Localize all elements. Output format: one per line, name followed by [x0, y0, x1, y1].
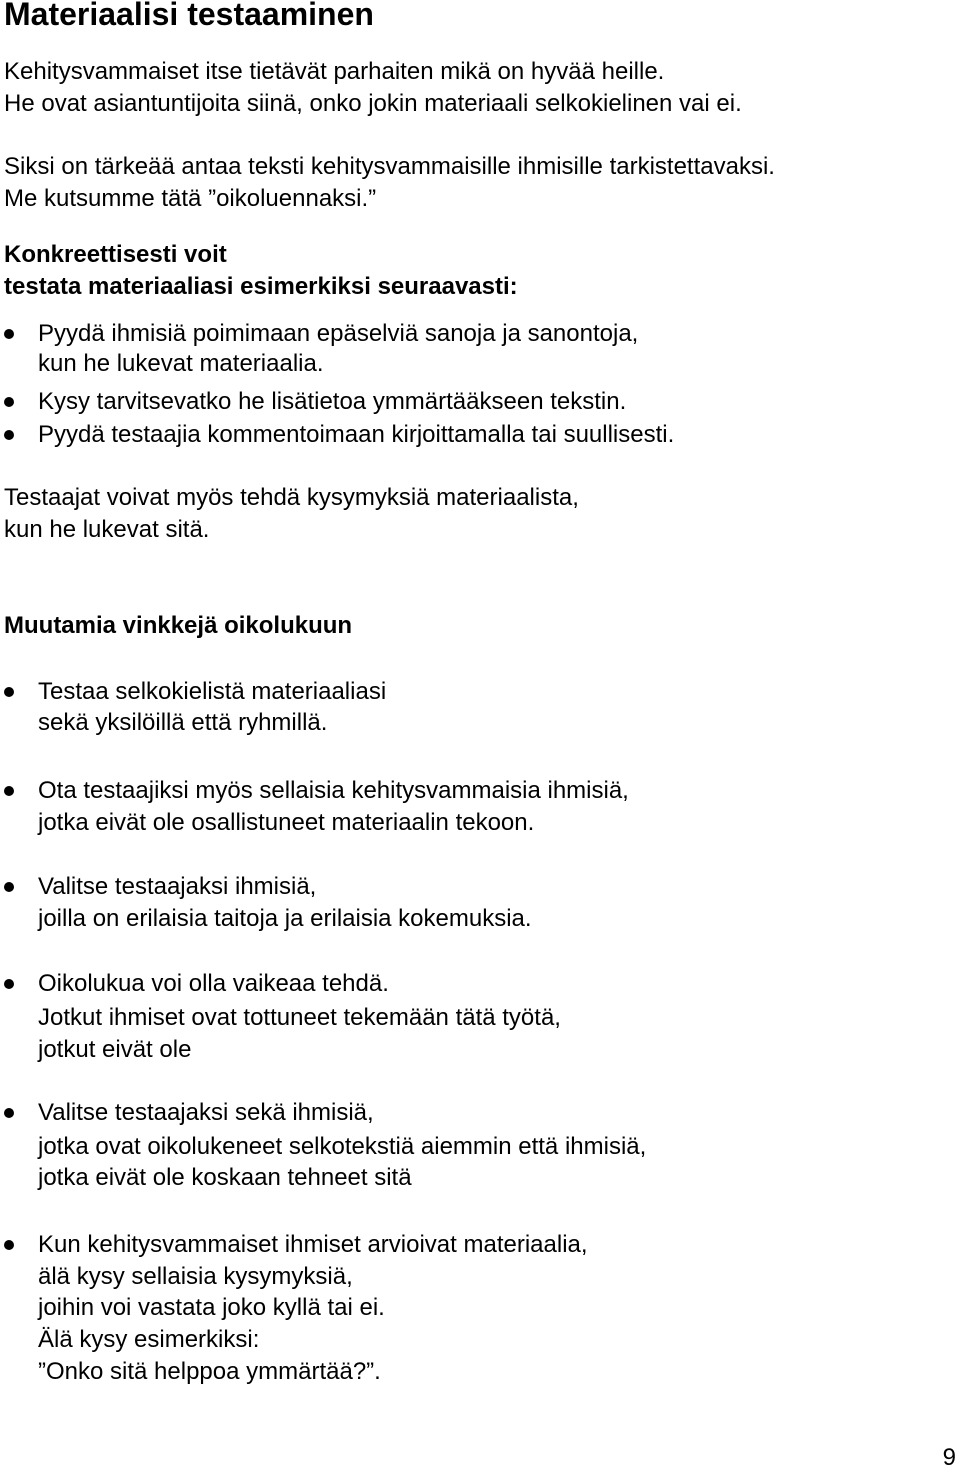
bullet-icon [4, 329, 14, 339]
tip-3-line-2: joilla on erilaisia taitoja ja erilaisia kokemuksia. [38, 905, 532, 932]
tip-1-line-2: sekä yksilöillä että ryhmillä. [38, 709, 328, 736]
tip-6-line-2: älä kysy sellaisia kysymyksiä, [38, 1263, 353, 1290]
tip-6-line-1: Kun kehitysvammaiset ihmiset arvioivat materiaalia, [38, 1231, 588, 1258]
bullet-icon [4, 687, 14, 697]
testing-bullet-1-line-2: kun he lukevat materiaalia. [38, 350, 324, 377]
page-number: 9 [942, 1444, 956, 1471]
tip-5-line-1: Valitse testaajaksi sekä ihmisiä, [38, 1099, 374, 1126]
tip-1-line-1: Testaa selkokielistä materiaaliasi [38, 678, 387, 705]
tip-6-line-4: Älä kysy esimerkiksi: [38, 1326, 260, 1353]
tip-2-line-2: jotka eivät ole osallistuneet materiaalin tekoon. [38, 809, 535, 836]
tips-heading: Muutamia vinkkejä oikolukuun [4, 612, 353, 639]
bullet-icon [4, 979, 14, 989]
bullet-icon [4, 1240, 14, 1250]
tip-6-line-5: ”Onko sitä helppoa ymmärtää?”. [38, 1358, 381, 1385]
intro-line-4: Me kutsumme tätä ”oikoluennaksi.” [4, 185, 377, 212]
tip-5-line-2: jotka ovat oikolukeneet selkotekstiä aiemmin että ihmisiä, [38, 1133, 647, 1160]
testing-bullet-3: Pyydä testaajia kommentoimaan kirjoittamalla tai suullisesti. [38, 421, 675, 448]
intro-line-3: Siksi on tärkeää antaa teksti kehitysvammaisille ihmisille tarkistettavaksi. [4, 153, 775, 180]
bullet-icon [4, 1108, 14, 1118]
tip-5-line-3: jotka eivät ole koskaan tehneet sitä [38, 1164, 412, 1191]
testing-heading-line-1: Konkreettisesti voit [4, 241, 227, 268]
tip-4-line-1: Oikolukua voi olla vaikeaa tehdä. [38, 970, 389, 997]
intro-line-2: He ovat asiantuntijoita siinä, onko jokin materiaali selkokielinen vai ei. [4, 90, 742, 117]
bullet-icon [4, 882, 14, 892]
tip-4-line-3: jotkut eivät ole [38, 1036, 192, 1063]
questions-line-2: kun he lukevat sitä. [4, 516, 210, 543]
bullet-icon [4, 397, 14, 407]
testing-heading-line-2: testata materiaaliasi esimerkiksi seuraavasti: [4, 273, 518, 300]
tip-6-line-3: joihin voi vastata joko kyllä tai ei. [38, 1294, 385, 1321]
intro-line-1: Kehitysvammaiset itse tietävät parhaiten mikä on hyvää heille. [4, 58, 665, 85]
tip-4-line-2: Jotkut ihmiset ovat tottuneet tekemään tätä työtä, [38, 1004, 561, 1031]
bullet-icon [4, 430, 14, 440]
bullet-icon [4, 786, 14, 796]
questions-line-1: Testaajat voivat myös tehdä kysymyksiä materiaalista, [4, 484, 579, 511]
testing-bullet-1-line-1: Pyydä ihmisiä poimimaan epäselviä sanoja ja sanontoja, [38, 320, 639, 347]
page-title: Materiaalisi testaaminen [4, 0, 374, 32]
tip-2-line-1: Ota testaajiksi myös sellaisia kehitysvammaisia ihmisiä, [38, 777, 629, 804]
testing-bullet-2: Kysy tarvitsevatko he lisätietoa ymmärtääkseen tekstin. [38, 388, 627, 415]
tip-3-line-1: Valitse testaajaksi ihmisiä, [38, 873, 317, 900]
